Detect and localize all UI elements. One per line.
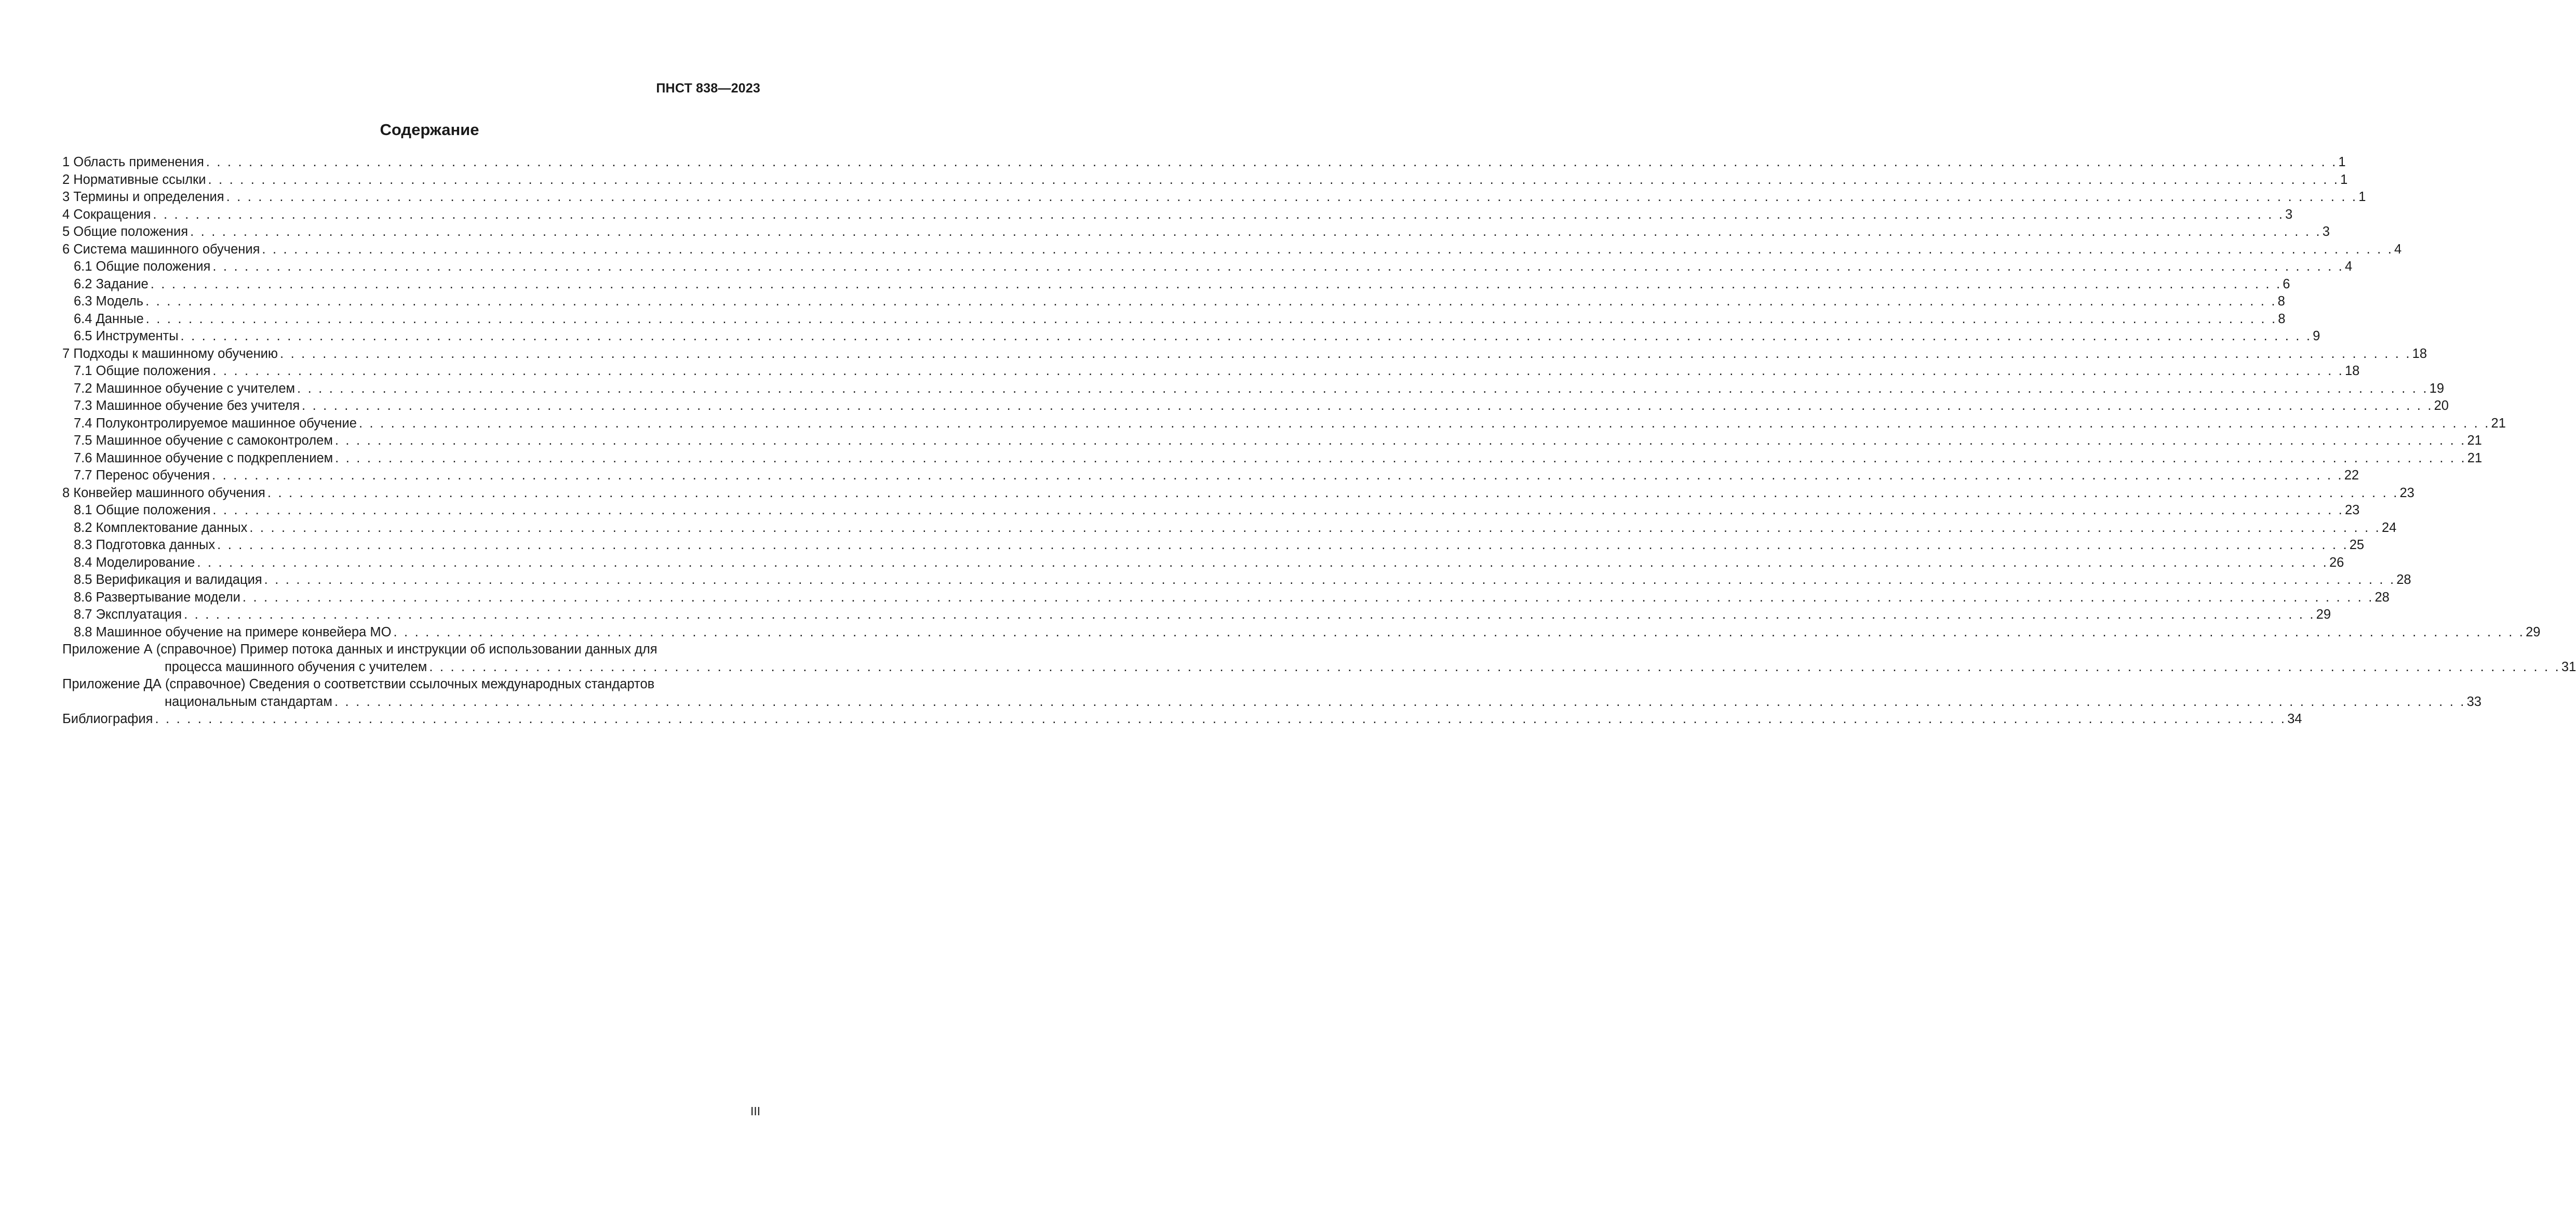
toc-entry-label: 8.1 Общие положения — [74, 503, 211, 517]
toc-entry[interactable] — [62, 380, 2445, 398]
toc-entry-page: 3 — [2322, 224, 2330, 239]
toc-entry-page: 1 — [2338, 155, 2346, 169]
toc-entry[interactable] — [62, 450, 2483, 468]
leader-dots: . . . . . . . . . . . . . . . . . . . . . . . . . . . . . . . . . . . . . . . . . . . . . . . . . . . . . . . . . . . . . . . . . . . . . . . . . . . . . . . . . . . . . . . . . . . . . . . . . . . . . . . . . . . . . . . . . . . . . . . . . . . . . . . . . . . . . . . . . . . . . . . . . . . . . . . . . . . . . . . . . . . . . . . . . . . . . . . . . . . . . . . . . . . . . . . . . . . . . . . . — [184, 607, 2315, 622]
toc-entry-page: 34 — [2287, 712, 2302, 726]
leader-dots: . . . . . . . . . . . . . . . . . . . . . . . . . . . . . . . . . . . . . . . . . . . . . . . . . . . . . . . . . . . . . . . . . . . . . . . . . . . . . . . . . . . . . . . . . . . . . . . . . . . . . . . . . . . . . . . . . . . . . . . . . . . . . . . . . . . . . . . . . . . . . . . . . . . . . . . . . . . . . . . . . . . . . . . . . . . . . . . . . . . . . . . . . . . . . . . . . . . . . . . . — [145, 311, 2277, 326]
toc-entry[interactable] — [62, 293, 2285, 311]
toc-entry-page: 23 — [2344, 503, 2360, 517]
toc-entry-page: 21 — [2467, 433, 2482, 448]
toc-entries — [62, 154, 2541, 641]
leader-dots: . . . . . . . . . . . . . . . . . . . . . . . . . . . . . . . . . . . . . . . . . . . . . . . . . . . . . . . . . . . . . . . . . . . . . . . . . . . . . . . . . . . . . . . . . . . . . . . . . . . . . . . . . . . . . . . . . . . . . . . . . . . . . . . . . . . . . . . . . . . . . . . . . . . . . . . . . . . . . . . . . . . . . . . . . . . . . . . . . . . . . . . . . . . . . . . . . . . . . . . . — [190, 224, 2322, 239]
toc-entry[interactable] — [62, 276, 2290, 293]
toc-entry-label: национальным стандартам — [165, 694, 332, 709]
toc-entry-appendix-a[interactable] — [62, 641, 2576, 676]
toc-entry-page: 26 — [2329, 555, 2344, 570]
toc-entry-page: 28 — [2374, 590, 2390, 605]
toc-entry-page: 4 — [2394, 242, 2402, 257]
leader-dots: . . . . . . . . . . . . . . . . . . . . . . . . . . . . . . . . . . . . . . . . . . . . . . . . . . . . . . . . . . . . . . . . . . . . . . . . . . . . . . . . . . . . . . . . . . . . . . . . . . . . . . . . . . . . . . . . . . . . . . . . . . . . . . . . . . . . . . . . . . . . . . . . . . . . . . . . . . . . . . . . . . . . . . . . . . . . . . . . . . . . . . . . . . . . . . . . . . . . . . . . — [358, 416, 2490, 431]
leader-dots: . . . . . . . . . . . . . . . . . . . . . . . . . . . . . . . . . . . . . . . . . . . . . . . . . . . . . . . . . . . . . . . . . . . . . . . . . . . . . . . . . . . . . . . . . . . . . . . . . . . . . . . . . . . . . . . . . . . . . . . . . . . . . . . . . . . . . . . . . . . . . . . . . . . . . . . . . . . . . . . . . . . . . . . . . . . . . . . . . . . . . . . . . . . . . . . . . . . . . . . . — [208, 172, 2340, 187]
toc-entry[interactable] — [62, 519, 2397, 537]
toc-entry[interactable] — [62, 537, 2365, 554]
toc-entry-page: 28 — [2396, 572, 2411, 587]
toc-entry[interactable] — [62, 589, 2390, 607]
leader-dots: . . . . . . . . . . . . . . . . . . . . . . . . . . . . . . . . . . . . . . . . . . . . . . . . . . . . . . . . . . . . . . . . . . . . . . . . . . . . . . . . . . . . . . . . . . . . . . . . . . . . . . . . . . . . . . . . . . . . . . . . . . . . . . . . . . . . . . . . . . . . . . . . . . . . . . . . . . . . . . . . . . . . . . . . . . . . . . . . . . . . . . . . . . . . . . . . . . . . . . . . — [249, 520, 2381, 535]
toc-entry-page: 19 — [2429, 381, 2445, 396]
toc-entry-page: 8 — [2277, 294, 2285, 309]
toc-entry-label: 7.2 Машинное обучение с учителем — [74, 381, 296, 396]
toc-entry-page: 21 — [2467, 450, 2483, 465]
toc-entry[interactable] — [62, 571, 2411, 589]
toc-entry-label: 6.3 Модель — [74, 294, 144, 309]
toc-entry-label: 8.4 Моделирование — [74, 555, 195, 570]
toc-entry[interactable] — [62, 189, 2366, 206]
leader-dots: . . . . . . . . . . . . . . . . . . . . . . . . . . . . . . . . . . . . . . . . . . . . . . . . . . . . . . . . . . . . . . . . . . . . . . . . . . . . . . . . . . . . . . . . . . . . . . . . . . . . . . . . . . . . . . . . . . . . . . . . . . . . . . . . . . . . . . . . . . . . . . . . . . . . . . . . . . . . . . . . . . . . . . . . . . . . . . . . . . . . . . . . . . . . . . . . . . . . . . . . — [150, 276, 2282, 291]
toc-entry-page: 22 — [2344, 468, 2359, 483]
toc-entry-label: Приложение А (справочное) Пример потока данных и инструкции об использовании данных для — [62, 642, 658, 657]
leader-dots: . . . . . . . . . . . . . . . . . . . . . . . . . . . . . . . . . . . . . . . . . . . . . . . . . . . . . . . . . . . . . . . . . . . . . . . . . . . . . . . . . . . . . . . . . . . . . . . . . . . . . . . . . . . . . . . . . . . . . . . . . . . . . . . . . . . . . . . . . . . . . . . . . . . . . . . . . . . . . . . . . . . . . . . . . . . . . . . . . . . . . . . . . . . . . . . . . . . . . . . . — [145, 294, 2277, 309]
toc-entry-page: 23 — [2399, 485, 2414, 500]
toc-entry[interactable] — [62, 154, 2346, 171]
leader-dots: . . . . . . . . . . . . . . . . . . . . . . . . . . . . . . . . . . . . . . . . . . . . . . . . . . . . . . . . . . . . . . . . . . . . . . . . . . . . . . . . . . . . . . . . . . . . . . . . . . . . . . . . . . . . . . . . . . . . . . . . . . . . . . . . . . . . . . . . . . . . . . . . . . . . . . . . . . . . . . . . . . . . . . . . . . . . . . . . . . . . . . . . . . . . . . . . . . . . . . . . — [429, 659, 2560, 674]
toc-entry-label: 6.4 Данные — [74, 311, 144, 326]
toc-entry-label: 8.7 Эксплуатация — [74, 607, 182, 622]
toc-entry-label: процесса машинного обучения с учителем — [165, 659, 427, 674]
toc-entry[interactable] — [62, 311, 2286, 328]
toc-entry[interactable] — [62, 397, 2449, 415]
toc-entry-bibliography[interactable] — [62, 711, 2302, 728]
toc-entry-page: 31 — [2561, 659, 2576, 674]
leader-dots: . . . . . . . . . . . . . . . . . . . . . . . . . . . . . . . . . . . . . . . . . . . . . . . . . . . . . . . . . . . . . . . . . . . . . . . . . . . . . . . . . . . . . . . . . . . . . . . . . . . . . . . . . . . . . . . . . . . . . . . . . . . . . . . . . . . . . . . . . . . . . . . . . . . . . . . . . . . . . . . . . . . . . . . . . . . . . . . . . . . . . . . . . . . . . . . . . . . . . . . . — [262, 242, 2394, 257]
toc-entry-page: 18 — [2344, 364, 2360, 378]
toc-entry-label: 8.3 Подготовка данных — [74, 538, 216, 552]
toc-entry[interactable] — [62, 258, 2353, 276]
leader-dots: . . . . . . . . . . . . . . . . . . . . . . . . . . . . . . . . . . . . . . . . . . . . . . . . . . . . . . . . . . . . . . . . . . . . . . . . . . . . . . . . . . . . . . . . . . . . . . . . . . . . . . . . . . . . . . . . . . . . . . . . . . . . . . . . . . . . . . . . . . . . . . . . . . . . . . . . . . . . . . . . . . . . . . . . . . . . . . . . . . . . . . . . . . . . . . . . . . . . . . . . — [212, 259, 2344, 274]
toc-entry-label: 7 Подходы к машинному обучению — [62, 346, 278, 361]
toc-entry-page: 29 — [2526, 624, 2541, 639]
toc-entry-label: 8.8 Машинное обучение на примере конвейера МО — [74, 624, 392, 639]
leader-dots: . . . . . . . . . . . . . . . . . . . . . . . . . . . . . . . . . . . . . . . . . . . . . . . . . . . . . . . . . . . . . . . . . . . . . . . . . . . . . . . . . . . . . . . . . . . . . . . . . . . . . . . . . . . . . . . . . . . . . . . . . . . . . . . . . . . . . . . . . . . . . . . . . . . . . . . . . . . . . . . . . . . . . . . . . . . . . . . . . . . . . . . . . . . . . . . . . . . . . . . . — [264, 572, 2396, 587]
toc-entry-page: 25 — [2349, 538, 2365, 552]
toc-entry-page: 9 — [2313, 329, 2320, 343]
leader-dots: . . . . . . . . . . . . . . . . . . . . . . . . . . . . . . . . . . . . . . . . . . . . . . . . . . . . . . . . . . . . . . . . . . . . . . . . . . . . . . . . . . . . . . . . . . . . . . . . . . . . . . . . . . . . . . . . . . . . . . . . . . . . . . . . . . . . . . . . . . . . . . . . . . . . . . . . . . . . . . . . . . . . . . . . . . . . . . . . . . . . . . . . . . . . . . . . . . . . . . . . — [242, 590, 2374, 605]
toc-entry[interactable] — [62, 363, 2360, 380]
toc-entry[interactable] — [62, 606, 2331, 624]
toc-entry-label: Приложение ДА (справочное) Сведения о соответствии ссылочных международных стандартов — [62, 677, 655, 691]
toc-entry-label: 3 Термины и определения — [62, 190, 224, 204]
toc-entry[interactable] — [62, 554, 2344, 572]
toc-entry-page: 21 — [2491, 416, 2506, 431]
leader-dots: . . . . . . . . . . . . . . . . . . . . . . . . . . . . . . . . . . . . . . . . . . . . . . . . . . . . . . . . . . . . . . . . . . . . . . . . . . . . . . . . . . . . . . . . . . . . . . . . . . . . . . . . . . . . . . . . . . . . . . . . . . . . . . . . . . . . . . . . . . . . . . . . . . . . . . . . . . . . . . . . . . . . . . . . . . . . . . . . . . . . . . . . . . . . . . . . . . . . . . . . — [393, 624, 2525, 639]
toc-entry-page: 29 — [2316, 607, 2331, 622]
toc-entry-page: 33 — [2466, 694, 2481, 709]
toc-entry-label: 7.4 Полуконтролируемое машинное обучение — [74, 416, 357, 431]
toc-entry-label: 7.7 Перенос обучения — [74, 468, 210, 483]
leader-dots: . . . . . . . . . . . . . . . . . . . . . . . . . . . . . . . . . . . . . . . . . . . . . . . . . . . . . . . . . . . . . . . . . . . . . . . . . . . . . . . . . . . . . . . . . . . . . . . . . . . . . . . . . . . . . . . . . . . . . . . . . . . . . . . . . . . . . . . . . . . . . . . . . . . . . . . . . . . . . . . . . . . . . . . . . . . . . . . . . . . . . . . . . . . . . . . . . . . . . . . . — [197, 555, 2328, 570]
toc-entry-label: 7.5 Машинное обучение с самоконтролем — [74, 433, 333, 448]
toc-entry-label: 7.1 Общие положения — [74, 364, 211, 378]
toc-entry-page: 1 — [2358, 190, 2366, 204]
toc-entry-label: 6.2 Задание — [74, 276, 149, 291]
leader-dots: . . . . . . . . . . . . . . . . . . . . . . . . . . . . . . . . . . . . . . . . . . . . . . . . . . . . . . . . . . . . . . . . . . . . . . . . . . . . . . . . . . . . . . . . . . . . . . . . . . . . . . . . . . . . . . . . . . . . . . . . . . . . . . . . . . . . . . . . . . . . . . . . . . . . . . . . . . . . . . . . . . . . . . . . . . . . . . . . . . . . . . . . . . . . . . . . . . . . . . . . — [153, 207, 2285, 222]
toc-entry-page: 24 — [2381, 520, 2397, 535]
toc-entry-page: 8 — [2278, 311, 2286, 326]
toc-entry[interactable] — [62, 467, 2359, 485]
leader-dots: . . . . . . . . . . . . . . . . . . . . . . . . . . . . . . . . . . . . . . . . . . . . . . . . . . . . . . . . . . . . . . . . . . . . . . . . . . . . . . . . . . . . . . . . . . . . . . . . . . . . . . . . . . . . . . . . . . . . . . . . . . . . . . . . . . . . . . . . . . . . . . . . . . . . . . . . . . . . . . . . . . . . . . . . . . . . . . . . . . . . . . . . . . . . . . . . . . . . . . . . — [212, 468, 2343, 483]
toc-title: Содержание — [380, 121, 479, 139]
toc-entry-label: 7.6 Машинное обучение с подкреплением — [74, 450, 333, 465]
toc-entry[interactable] — [62, 171, 2348, 189]
toc-entry[interactable] — [62, 328, 2320, 345]
toc-entry-label: 8.2 Комплектование данных — [74, 520, 248, 535]
toc-entry-label: 4 Сокращения — [62, 207, 151, 222]
toc-entry-page: 20 — [2434, 398, 2449, 413]
toc-entry[interactable] — [62, 485, 2414, 502]
leader-dots: . . . . . . . . . . . . . . . . . . . . . . . . . . . . . . . . . . . . . . . . . . . . . . . . . . . . . . . . . . . . . . . . . . . . . . . . . . . . . . . . . . . . . . . . . . . . . . . . . . . . . . . . . . . . . . . . . . . . . . . . . . . . . . . . . . . . . . . . . . . . . . . . . . . . . . . . . . . . . . . . . . . . . . . . . . . . . . . . . . . . . . . . . . . . . . . . . . . . . . . . — [335, 450, 2466, 465]
leader-dots: . . . . . . . . . . . . . . . . . . . . . . . . . . . . . . . . . . . . . . . . . . . . . . . . . . . . . . . . . . . . . . . . . . . . . . . . . . . . . . . . . . . . . . . . . . . . . . . . . . . . . . . . . . . . . . . . . . . . . . . . . . . . . . . . . . . . . . . . . . . . . . . . . . . . . . . . . . . . . . . . . . . . . . . . . . . . . . . . . . . . . . . . . . . . . . . . . . . . . . . . — [302, 398, 2433, 413]
toc-entry-page: 6 — [2283, 276, 2290, 291]
leader-dots: . . . . . . . . . . . . . . . . . . . . . . . . . . . . . . . . . . . . . . . . . . . . . . . . . . . . . . . . . . . . . . . . . . . . . . . . . . . . . . . . . . . . . . . . . . . . . . . . . . . . . . . . . . . . . . . . . . . . . . . . . . . . . . . . . . . . . . . . . . . . . . . . . . . . . . . . . . . . . . . . . . . . . . . . . . . . . . . . . . . . . . . . . . . . . . . . . . . . . . . . — [267, 485, 2399, 500]
toc-entry-label: 5 Общие положения — [62, 224, 189, 239]
toc-entry-page: 1 — [2340, 172, 2348, 187]
toc-entry[interactable] — [62, 206, 2293, 224]
leader-dots: . . . . . . . . . . . . . . . . . . . . . . . . . . . . . . . . . . . . . . . . . . . . . . . . . . . . . . . . . . . . . . . . . . . . . . . . . . . . . . . . . . . . . . . . . . . . . . . . . . . . . . . . . . . . . . . . . . . . . . . . . . . . . . . . . . . . . . . . . . . . . . . . . . . . . . . . . . . . . . . . . . . . . . . . . . . . . . . . . . . . . . . . . . . . . . . . . . . . . . . . — [280, 346, 2411, 361]
toc-entry[interactable] — [62, 223, 2330, 241]
toc-entry[interactable] — [62, 624, 2541, 642]
toc-entry-page: 3 — [2285, 207, 2293, 222]
toc-entry-label: 1 Область применения — [62, 155, 204, 169]
toc-entry[interactable] — [62, 502, 2360, 519]
toc-entry-label: Библиография — [62, 712, 153, 726]
leader-dots: . . . . . . . . . . . . . . . . . . . . . . . . . . . . . . . . . . . . . . . . . . . . . . . . . . . . . . . . . . . . . . . . . . . . . . . . . . . . . . . . . . . . . . . . . . . . . . . . . . . . . . . . . . . . . . . . . . . . . . . . . . . . . . . . . . . . . . . . . . . . . . . . . . . . . . . . . . . . . . . . . . . . . . . . . . . . . . . . . . . . . . . . . . . . . . . . . . . . . . . . — [334, 694, 2466, 709]
page-number: III — [750, 1104, 760, 1118]
leader-dots: . . . . . . . . . . . . . . . . . . . . . . . . . . . . . . . . . . . . . . . . . . . . . . . . . . . . . . . . . . . . . . . . . . . . . . . . . . . . . . . . . . . . . . . . . . . . . . . . . . . . . . . . . . . . . . . . . . . . . . . . . . . . . . . . . . . . . . . . . . . . . . . . . . . . . . . . . . . . . . . . . . . . . . . . . . . . . . . . . . . . . . . . . . . . . . . . . . . . . . . . — [217, 538, 2349, 552]
toc-entry[interactable] — [62, 345, 2427, 363]
toc-entry-label: 6 Система машинного обучения — [62, 242, 260, 257]
document-code: ПНСТ 838—2023 — [656, 81, 760, 96]
table-of-contents — [62, 154, 2576, 728]
toc-entry-label: 6.5 Инструменты — [74, 329, 179, 343]
toc-entry-label: 8.6 Развертывание модели — [74, 590, 240, 605]
toc-entry-label: 8.5 Верификация и валидация — [74, 572, 262, 587]
toc-entry-label: 8 Конвейер машинного обучения — [62, 485, 265, 500]
leader-dots: . . . . . . . . . . . . . . . . . . . . . . . . . . . . . . . . . . . . . . . . . . . . . . . . . . . . . . . . . . . . . . . . . . . . . . . . . . . . . . . . . . . . . . . . . . . . . . . . . . . . . . . . . . . . . . . . . . . . . . . . . . . . . . . . . . . . . . . . . . . . . . . . . . . . . . . . . . . . . . . . . . . . . . . . . . . . . . . . . . . . . . . . . . . . . . . . . . . . . . . . — [226, 190, 2358, 204]
leader-dots: . . . . . . . . . . . . . . . . . . . . . . . . . . . . . . . . . . . . . . . . . . . . . . . . . . . . . . . . . . . . . . . . . . . . . . . . . . . . . . . . . . . . . . . . . . . . . . . . . . . . . . . . . . . . . . . . . . . . . . . . . . . . . . . . . . . . . . . . . . . . . . . . . . . . . . . . . . . . . . . . . . . . . . . . . . . . . . . . . . . . . . . . . . . . . . . . . . . . . . . . — [212, 503, 2344, 517]
toc-entry-label: 6.1 Общие положения — [74, 259, 211, 274]
leader-dots: . . . . . . . . . . . . . . . . . . . . . . . . . . . . . . . . . . . . . . . . . . . . . . . . . . . . . . . . . . . . . . . . . . . . . . . . . . . . . . . . . . . . . . . . . . . . . . . . . . . . . . . . . . . . . . . . . . . . . . . . . . . . . . . . . . . . . . . . . . . . . . . . . . . . . . . . . . . . . . . . . . . . . . . . . . . . . . . . . . . . . . . . . . . . . . . . . . . . . . . . — [212, 364, 2344, 378]
toc-entry[interactable] — [62, 241, 2402, 259]
leader-dots: . . . . . . . . . . . . . . . . . . . . . . . . . . . . . . . . . . . . . . . . . . . . . . . . . . . . . . . . . . . . . . . . . . . . . . . . . . . . . . . . . . . . . . . . . . . . . . . . . . . . . . . . . . . . . . . . . . . . . . . . . . . . . . . . . . . . . . . . . . . . . . . . . . . . . . . . . . . . . . . . . . . . . . . . . . . . . . . . . . . . . . . . . . . . . . . . . . . . . . . . — [297, 381, 2429, 396]
toc-entry[interactable] — [62, 432, 2482, 450]
toc-entry[interactable] — [62, 415, 2506, 433]
leader-dots: . . . . . . . . . . . . . . . . . . . . . . . . . . . . . . . . . . . . . . . . . . . . . . . . . . . . . . . . . . . . . . . . . . . . . . . . . . . . . . . . . . . . . . . . . . . . . . . . . . . . . . . . . . . . . . . . . . . . . . . . . . . . . . . . . . . . . . . . . . . . . . . . . . . . . . . . . . . . . . . . . . . . . . . . . . . . . . . . . . . . . . . . . . . . . . . . . . . . . . . . — [155, 712, 2287, 726]
leader-dots: . . . . . . . . . . . . . . . . . . . . . . . . . . . . . . . . . . . . . . . . . . . . . . . . . . . . . . . . . . . . . . . . . . . . . . . . . . . . . . . . . . . . . . . . . . . . . . . . . . . . . . . . . . . . . . . . . . . . . . . . . . . . . . . . . . . . . . . . . . . . . . . . . . . . . . . . . . . . . . . . . . . . . . . . . . . . . . . . . . . . . . . . . . . . . . . . . . . . . . . . — [206, 155, 2338, 169]
toc-entry-page: 4 — [2344, 259, 2353, 274]
toc-entry-label: 2 Нормативные ссылки — [62, 172, 206, 187]
toc-entry-label: 7.3 Машинное обучение без учителя — [74, 398, 300, 413]
leader-dots: . . . . . . . . . . . . . . . . . . . . . . . . . . . . . . . . . . . . . . . . . . . . . . . . . . . . . . . . . . . . . . . . . . . . . . . . . . . . . . . . . . . . . . . . . . . . . . . . . . . . . . . . . . . . . . . . . . . . . . . . . . . . . . . . . . . . . . . . . . . . . . . . . . . . . . . . . . . . . . . . . . . . . . . . . . . . . . . . . . . . . . . . . . . . . . . . . . . . . . . . — [334, 433, 2466, 448]
leader-dots: . . . . . . . . . . . . . . . . . . . . . . . . . . . . . . . . . . . . . . . . . . . . . . . . . . . . . . . . . . . . . . . . . . . . . . . . . . . . . . . . . . . . . . . . . . . . . . . . . . . . . . . . . . . . . . . . . . . . . . . . . . . . . . . . . . . . . . . . . . . . . . . . . . . . . . . . . . . . . . . . . . . . . . . . . . . . . . . . . . . . . . . . . . . . . . . . . . . . . . . . — [180, 329, 2312, 343]
toc-entry-page: 18 — [2412, 346, 2427, 361]
toc-entry-appendix-da[interactable] — [62, 676, 2481, 711]
